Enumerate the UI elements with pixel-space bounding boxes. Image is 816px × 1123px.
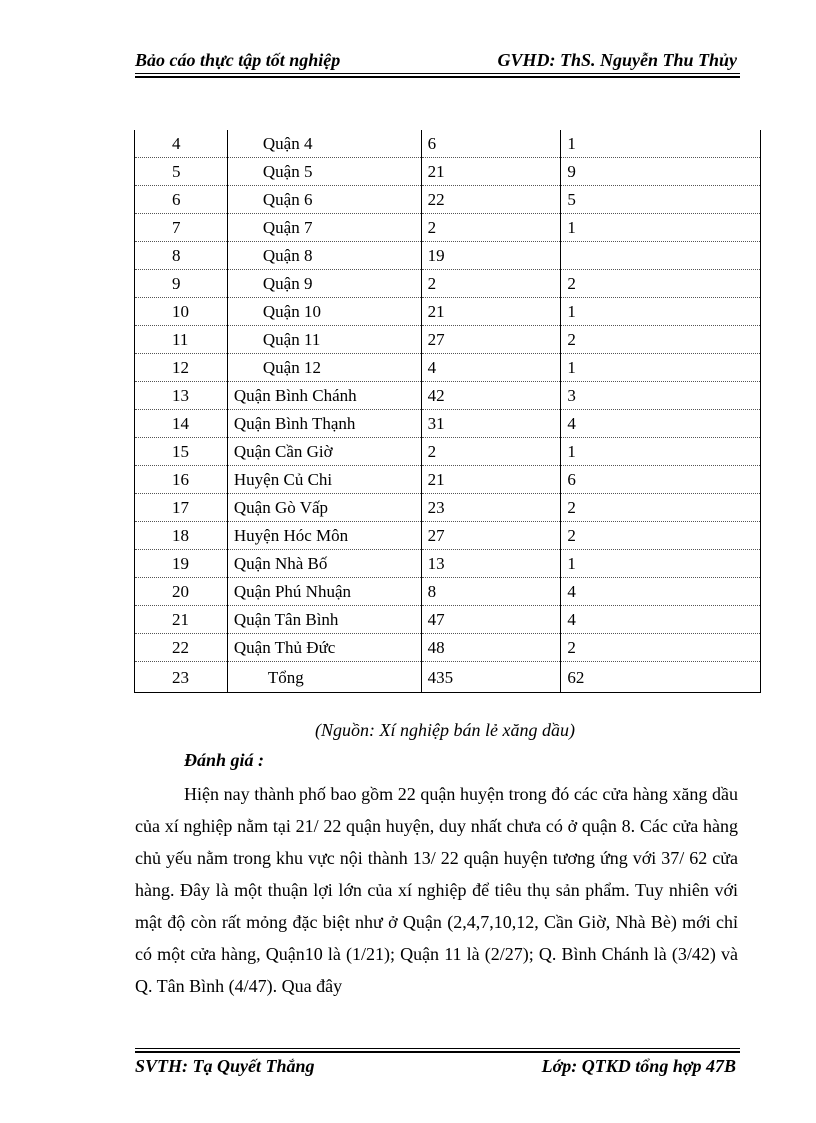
cell-value-b: 3 [561,382,761,410]
cell-value-a: 47 [421,606,561,634]
table-row [135,466,761,494]
cell-value-a: 6 [421,130,561,158]
cell-value-a: 27 [421,522,561,550]
table-row [135,578,761,606]
table-row [135,662,761,693]
table-row [135,550,761,578]
header-report-title: Bảo cáo thực tập tốt nghiệp [135,50,341,70]
cell-value-b: 5 [561,186,761,214]
cell-value-b: 1 [561,354,761,382]
header-supervisor: GVHD: ThS. Nguyễn Thu Thủy [497,50,737,70]
table-row [135,634,761,662]
cell-value-a: 19 [421,242,561,270]
table-row [135,270,761,298]
cell-value-b: 2 [561,634,761,662]
cell-value-b: 1 [561,214,761,242]
table-row [135,186,761,214]
cell-district: Huyện Hóc Môn [227,522,421,550]
header-rule [135,73,740,74]
evaluation-paragraph: Hiện nay thành phố bao gồm 22 quận huyện trong đó các cửa hàng xăng dầu của xí nghiệp nằm tại 21/ 22 quận huyện, duy nhất chưa có ở quận 8. Các cửa hàng chủ yếu nằm trong khu vực nội thành 13/ 22 quận huyện tương ứng với 37/ 62 cửa hàng. Đây là một thuận lợi lớn của xí nghiệp để tiêu thụ sản phẩm. Tuy nhiên với mật độ còn rất mỏng đặc biệt như ở Quận (2,4,7,10,12, Cần Giờ, Nhà Bè) mới chỉ có một cửa hàng, Quận10 là (1/21); Quận 11 là (2/27); Q. Bình Chánh là (3/42) và Q. Tân Bình (4/47). Qua đây [135,784,738,996]
footer-rule-thick [135,1051,740,1053]
cell-value-a: 2 [421,438,561,466]
cell-no: 7 [135,214,228,242]
cell-district: Quận 11 [227,326,421,354]
cell-value-b: 1 [561,550,761,578]
cell-district: Tổng [227,662,421,693]
page-footer [135,1056,736,1078]
cell-value-a: 2 [421,214,561,242]
page-header [135,50,737,72]
cell-no: 5 [135,158,228,186]
table-row [135,606,761,634]
cell-district: Huyện Củ Chi [227,466,421,494]
cell-no: 13 [135,382,228,410]
cell-district: Quận 4 [227,130,421,158]
cell-no: 17 [135,494,228,522]
cell-value-b: 1 [561,298,761,326]
cell-district: Quận Gò Vấp [227,494,421,522]
cell-no: 16 [135,466,228,494]
cell-value-a: 31 [421,410,561,438]
cell-district: Quận 5 [227,158,421,186]
cell-no: 22 [135,634,228,662]
cell-value-b [561,242,761,270]
cell-value-a: 2 [421,270,561,298]
cell-value-b: 2 [561,270,761,298]
cell-value-a: 42 [421,382,561,410]
cell-value-a: 21 [421,158,561,186]
cell-district: Quận 6 [227,186,421,214]
cell-district: Quận 8 [227,242,421,270]
cell-value-a: 48 [421,634,561,662]
cell-value-a: 23 [421,494,561,522]
table-row [135,130,761,158]
cell-district: Quận 7 [227,214,421,242]
cell-value-b: 9 [561,158,761,186]
cell-no: 19 [135,550,228,578]
cell-no: 20 [135,578,228,606]
cell-value-b: 1 [561,130,761,158]
table-row [135,522,761,550]
cell-district: Quận Bình Thạnh [227,410,421,438]
table-row [135,158,761,186]
table-row [135,494,761,522]
cell-district: Quận Phú Nhuận [227,578,421,606]
cell-district: Quận Tân Bình [227,606,421,634]
cell-no: 8 [135,242,228,270]
cell-no: 4 [135,130,228,158]
cell-value-a: 22 [421,186,561,214]
cell-district: Quận 12 [227,354,421,382]
cell-no: 15 [135,438,228,466]
cell-district: Quận Cần Giờ [227,438,421,466]
cell-value-a: 21 [421,298,561,326]
cell-no: 21 [135,606,228,634]
table-row [135,354,761,382]
cell-value-b: 2 [561,494,761,522]
table-row [135,298,761,326]
evaluation-heading: Đánh giá : [184,750,265,770]
cell-value-a: 21 [421,466,561,494]
cell-district: Quận 9 [227,270,421,298]
cell-no: 9 [135,270,228,298]
cell-value-b: 62 [561,662,761,693]
cell-value-a: 27 [421,326,561,354]
cell-value-a: 4 [421,354,561,382]
table-row [135,438,761,466]
cell-district: Quận Bình Chánh [227,382,421,410]
cell-value-a: 435 [421,662,561,693]
table-source-note: (Nguồn: Xí nghiệp bán lẻ xăng dầu) [315,720,575,740]
cell-value-b: 4 [561,606,761,634]
cell-no: 23 [135,662,228,693]
table-row [135,410,761,438]
table-row [135,326,761,354]
footer-class: Lớp: QTKD tổng hợp 47B [541,1056,736,1076]
table-row [135,382,761,410]
cell-district: Quận 10 [227,298,421,326]
table-row [135,214,761,242]
cell-value-a: 8 [421,578,561,606]
cell-no: 10 [135,298,228,326]
cell-district: Quận Nhà Bố [227,550,421,578]
district-store-table [134,130,761,693]
cell-value-b: 4 [561,578,761,606]
table-row [135,242,761,270]
cell-value-b: 2 [561,522,761,550]
footer-student: SVTH: Tạ Quyết Thắng [135,1056,315,1076]
cell-value-a: 13 [421,550,561,578]
cell-value-b: 6 [561,466,761,494]
cell-no: 6 [135,186,228,214]
cell-value-b: 2 [561,326,761,354]
cell-district: Quận Thủ Đức [227,634,421,662]
cell-no: 11 [135,326,228,354]
header-rule-thick [135,76,740,78]
cell-value-b: 4 [561,410,761,438]
cell-no: 14 [135,410,228,438]
cell-value-b: 1 [561,438,761,466]
cell-no: 12 [135,354,228,382]
footer-rule [135,1048,740,1049]
cell-no: 18 [135,522,228,550]
